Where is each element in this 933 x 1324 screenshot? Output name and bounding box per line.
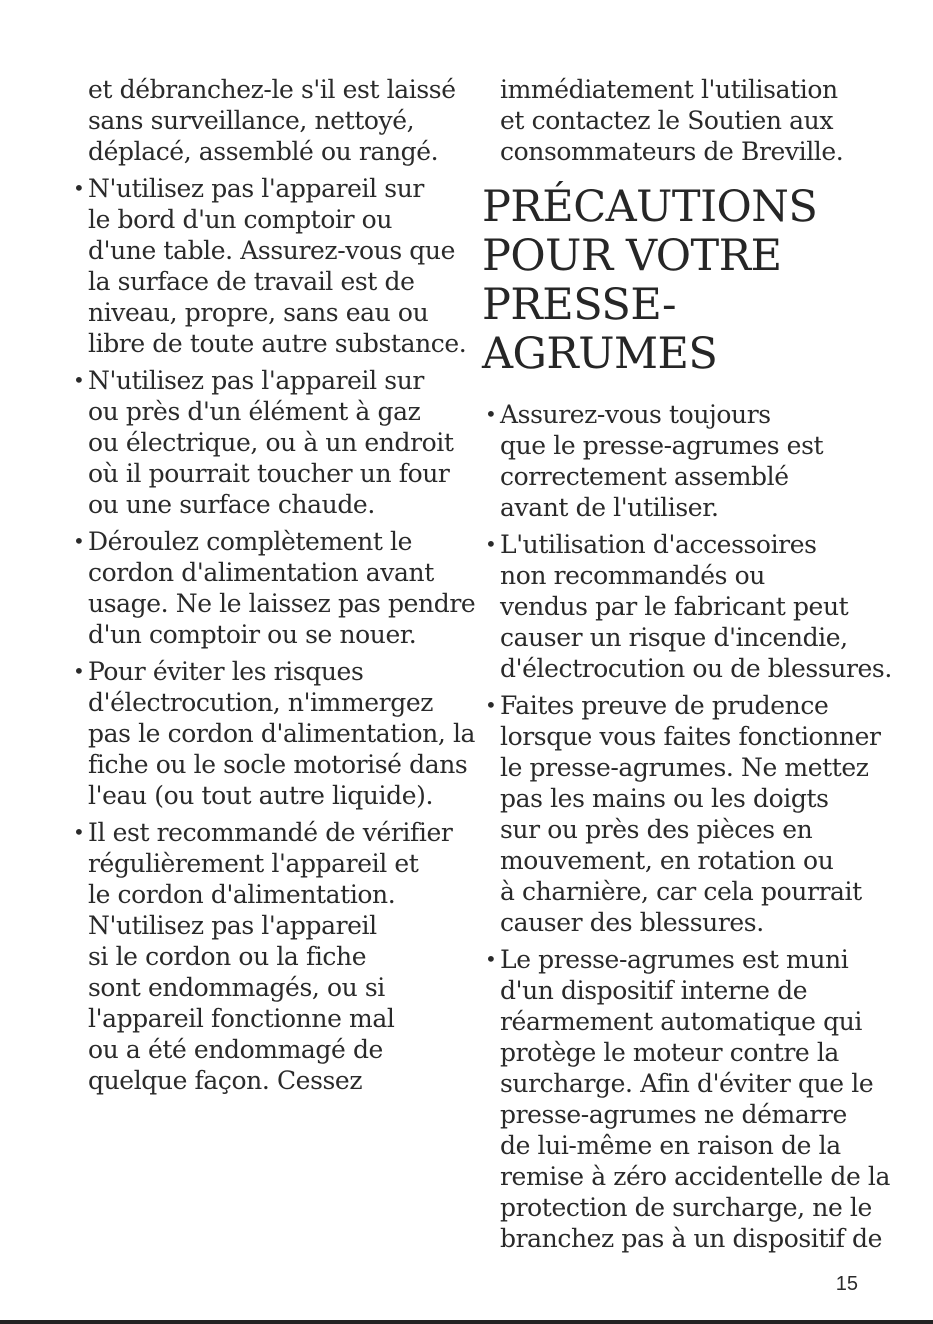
heading-line: AGRUMES <box>482 329 718 379</box>
text-line: consommateurs de Breville. <box>500 137 844 166</box>
bullet-item <box>70 173 467 359</box>
bullet-item <box>70 656 476 811</box>
bullet-item <box>70 526 476 650</box>
text-line: • Le presse-agrumes est muni <box>482 944 862 975</box>
text-line: causer des blessures. <box>500 908 764 937</box>
text-line: quelque façon. Cessez <box>88 1066 363 1095</box>
text-line: d'une table. Assurez-vous que <box>88 236 455 265</box>
text-line: ou électrique, ou à un endroit <box>88 428 454 457</box>
text-line: mouvement, en rotation ou <box>500 846 834 875</box>
text-line: d'électrocution, n'immergez <box>88 688 433 717</box>
text-line: sans surveillance, nettoyé, <box>88 106 415 135</box>
bottom-rule <box>0 1320 933 1324</box>
text-line: pas le cordon d'alimentation, la <box>88 719 476 748</box>
bullet-item <box>482 690 881 938</box>
text-line: niveau, propre, sans eau ou <box>88 298 429 327</box>
text-line: le cordon d'alimentation. <box>88 880 396 909</box>
text-line: le presse-agrumes. Ne mettez <box>500 753 869 782</box>
text-line: remise à zéro accidentelle de la <box>500 1162 891 1191</box>
text-line: libre de toute autre substance. <box>88 329 467 358</box>
text-line: • Pour éviter les risques <box>70 656 450 687</box>
text-line: cordon d'alimentation avant <box>88 558 434 587</box>
text-line: sont endommagés, ou si <box>88 973 385 1002</box>
text-line: pas les mains ou les doigts <box>500 784 829 813</box>
text-line: de lui-même en raison de la <box>500 1131 841 1160</box>
text-line: déplacé, assemblé ou rangé. <box>88 137 439 166</box>
left-intro <box>70 74 456 167</box>
bullet-item <box>70 365 454 520</box>
section-heading <box>482 183 862 379</box>
text-line: et débranchez-le s'il est laissé <box>88 75 456 104</box>
text-line: que le presse-agrumes est <box>500 431 824 460</box>
text-line: N'utilisez pas l'appareil <box>88 911 377 940</box>
text-line: avant de l'utiliser. <box>500 493 719 522</box>
text-line: sur ou près des pièces en <box>500 815 813 844</box>
text-line: d'un comptoir ou se nouer. <box>88 620 417 649</box>
text-line: et contactez le Soutien aux <box>500 106 834 135</box>
heading-line: POUR VOTRE <box>482 231 782 281</box>
text-line: ou a été endommagé de <box>88 1035 383 1064</box>
text-line: protection de surcharge, ne le <box>500 1193 872 1222</box>
right-intro <box>482 74 862 167</box>
text-line: l'eau (ou tout autre liquide). <box>88 781 433 810</box>
text-line: • N'utilisez pas l'appareil sur <box>70 173 450 204</box>
text-line: vendus par le fabricant peut <box>500 592 849 621</box>
text-line: • Faites preuve de prudence <box>482 690 862 721</box>
text-line: si le cordon ou la fiche <box>88 942 367 971</box>
page-number: 15 <box>835 1273 858 1295</box>
text-line: ou une surface chaude. <box>88 490 375 519</box>
text-line: la surface de travail est de <box>88 267 415 296</box>
heading-line: PRESSE- <box>482 280 677 330</box>
text-line: d'un dispositif interne de <box>500 976 808 1005</box>
text-line: fiche ou le socle motorisé dans <box>88 750 468 779</box>
text-line: où il pourrait toucher un four <box>88 459 450 488</box>
text-line: protège le moteur contre la <box>500 1038 839 1067</box>
heading-line: PRÉCAUTIONS <box>482 182 818 232</box>
bullet-item <box>482 944 891 1254</box>
bullet-item <box>70 817 453 1096</box>
text-line: surcharge. Afin d'éviter que le <box>500 1069 874 1098</box>
text-line: régulièrement l'appareil et <box>88 849 419 878</box>
text-line: causer un risque d'incendie, <box>500 623 848 652</box>
text-line: lorsque vous faites fonctionner <box>500 722 881 751</box>
right-column <box>482 74 892 1254</box>
text-line: • L'utilisation d'accessoires <box>482 529 862 560</box>
text-line: branchez pas à un dispositif de <box>500 1224 883 1253</box>
text-line: ou près d'un élément à gaz <box>88 397 421 426</box>
bullet-item <box>482 529 892 684</box>
bullet-item <box>482 399 862 523</box>
text-line: correctement assemblé <box>500 462 789 491</box>
text-line: à charnière, car cela pourrait <box>500 877 862 906</box>
text-line: • N'utilisez pas l'appareil sur <box>70 365 450 396</box>
text-line: non recommandés ou <box>500 561 765 590</box>
text-line: immédiatement l'utilisation <box>500 75 838 104</box>
text-line: d'électrocution ou de blessures. <box>500 654 892 683</box>
text-line: presse-agrumes ne démarre <box>500 1100 847 1129</box>
text-line: l'appareil fonctionne mal <box>88 1004 395 1033</box>
text-line: • Déroulez complètement le <box>70 526 450 557</box>
left-column <box>70 74 476 1096</box>
text-line: • Il est recommandé de vérifier <box>70 817 450 848</box>
text-line: le bord d'un comptoir ou <box>88 205 393 234</box>
text-line: réarmement automatique qui <box>500 1007 863 1036</box>
text-line: usage. Ne le laissez pas pendre <box>88 589 476 618</box>
text-line: • Assurez-vous toujours <box>482 399 862 430</box>
